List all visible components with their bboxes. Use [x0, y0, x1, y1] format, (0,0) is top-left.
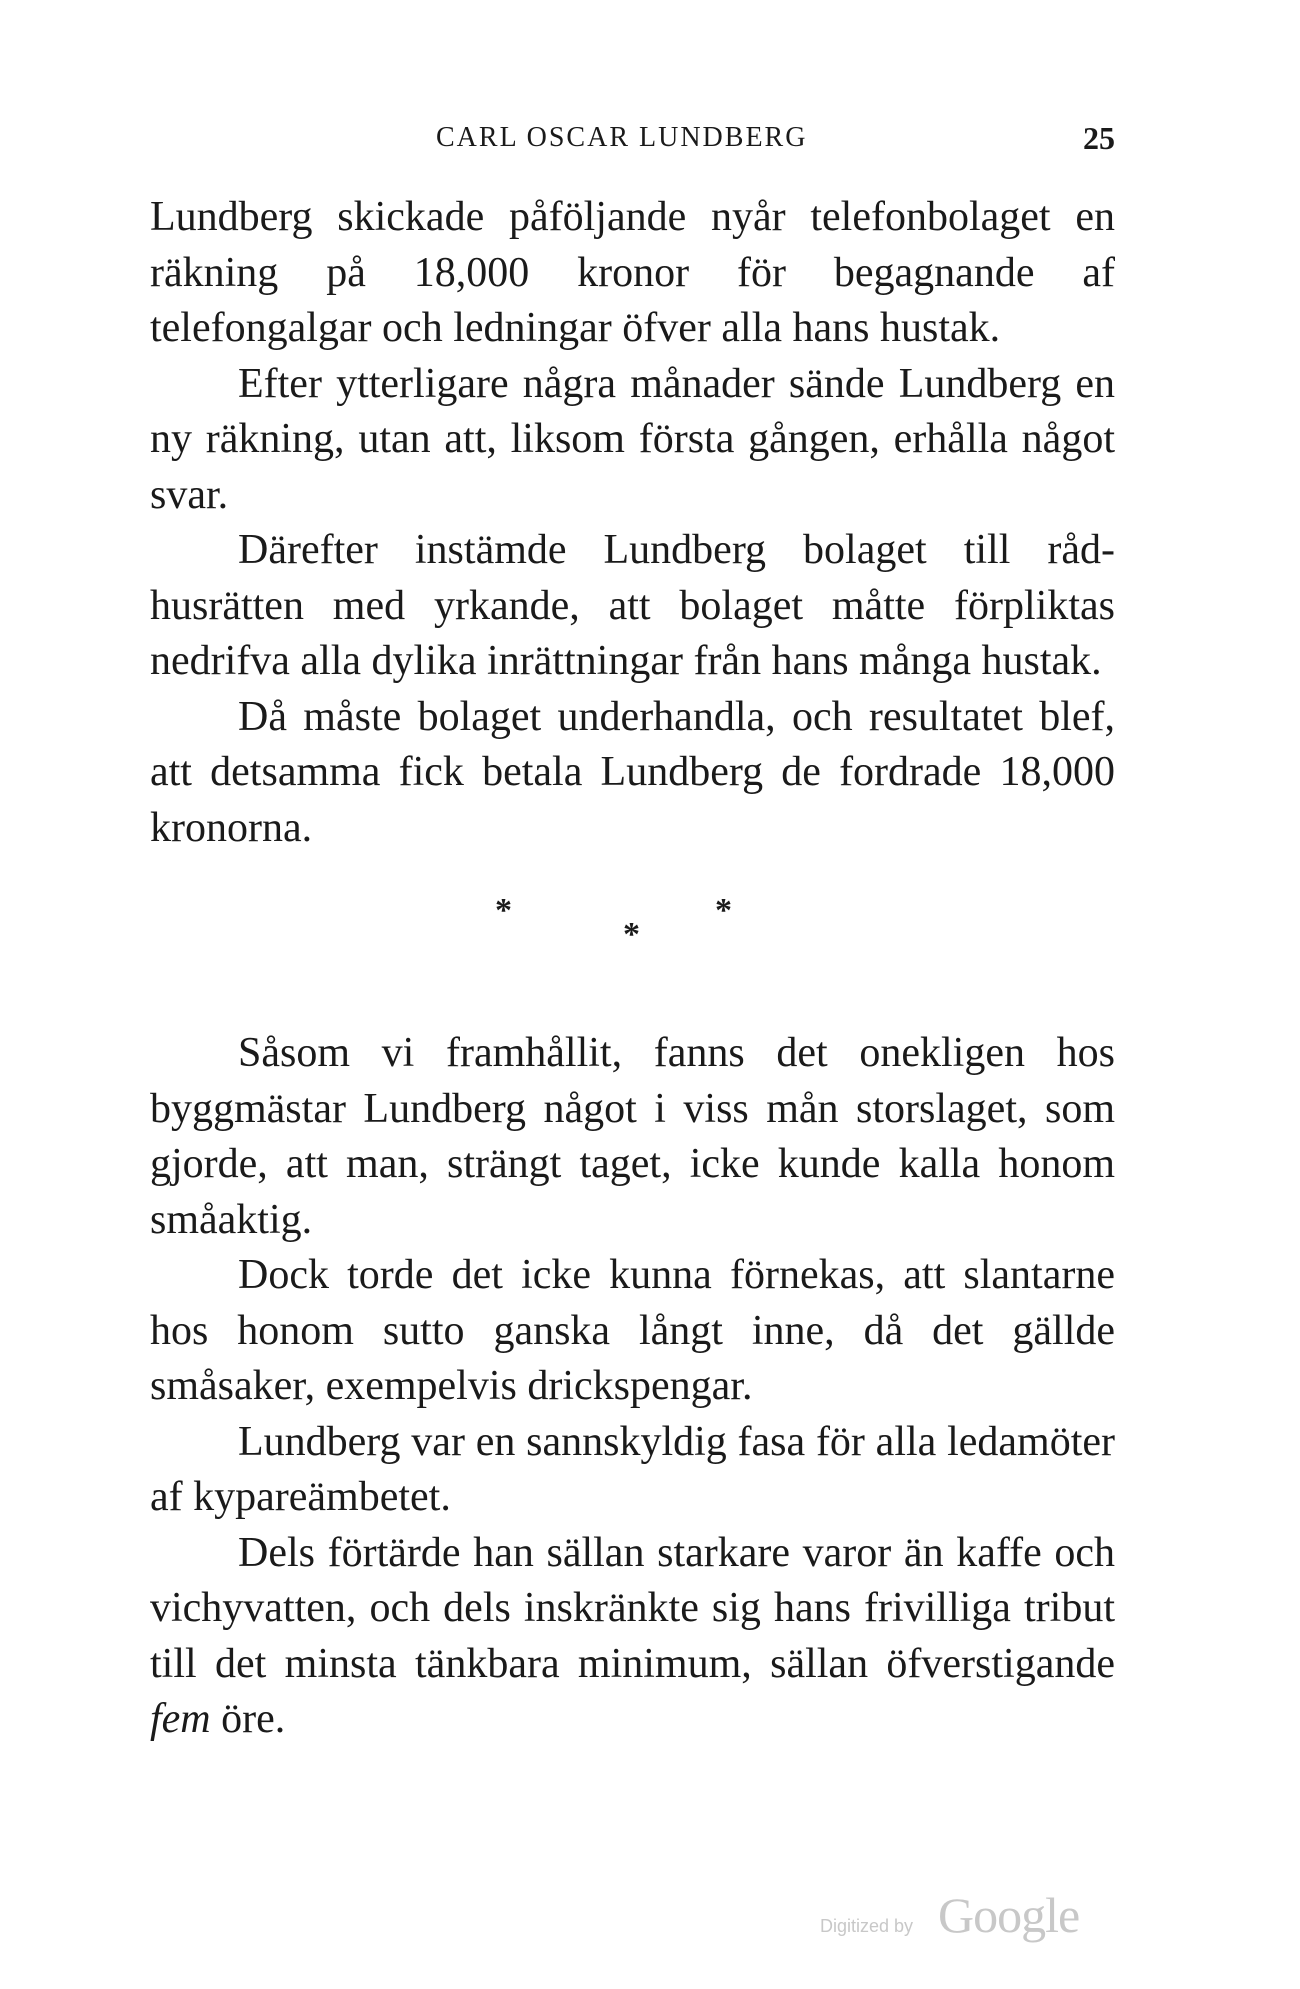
section-break — [150, 856, 1115, 1026]
paragraph: Lundberg skickade påföljande nyår telefonbolaget en räkning på 18,000 kronor för begagnande af telefongalgar och ledningar öfver alla hans hustak. — [150, 194, 1115, 351]
digitization-watermark — [820, 1880, 1120, 1950]
paragraph-last — [150, 1526, 1115, 1748]
page-body — [150, 190, 1115, 1748]
text-run: Dels förtärde han sällan starkare varor än kaffe och vichyvatten, och dels inskränkte sig hans frivilliga tribut till det minsta tänkbara minimum, sällan öfverstigande — [150, 1529, 1115, 1687]
paragraph: Såsom vi framhållit, fanns det onekligen hos byggmästar Lundberg något i viss mån storslaget, som gjorde, att man, strängt taget, icke kunde kalla honom småaktig. — [150, 1030, 1115, 1243]
page-header — [150, 118, 1115, 158]
paragraph: Därefter instämde Lundberg bolaget till rådhusrätten med yrkande, att bolaget måtte förpliktas nedrifva alla dylika inrättningar från hans många hustak. — [150, 527, 1115, 684]
watermark-prefix: Digitized by — [820, 1916, 914, 1936]
text-run: öre. — [210, 1696, 286, 1742]
running-title: CARL OSCAR LUNDBERG — [436, 122, 808, 153]
emphasis-text: fem — [150, 1696, 211, 1742]
asterism-star: * — [495, 892, 512, 929]
asterism-star: * — [623, 916, 640, 953]
paragraph: Då måste bolaget underhandla, och resultatet blef, att detsamma fick betala Lundberg de fordrade 18,000 kronorna. — [150, 693, 1115, 851]
google-logo: Google — [938, 1887, 1080, 1943]
paragraph: Lundberg var en sannskyldig fasa för alla ledamöter af kypareämbetet. — [150, 1418, 1115, 1520]
paragraph: Dock torde det icke kunna förnekas, att slantarne hos honom sutto ganska långt inne, då det gällde småsaker, exempelvis drickspengar. — [150, 1252, 1115, 1409]
page-number: 25 — [1083, 120, 1115, 156]
asterism-star: * — [715, 892, 732, 929]
paragraph: Efter ytterligare några månader sände Lundberg en ny räkning, utan att, liksom första gången, erhålla något svar. — [150, 360, 1115, 518]
